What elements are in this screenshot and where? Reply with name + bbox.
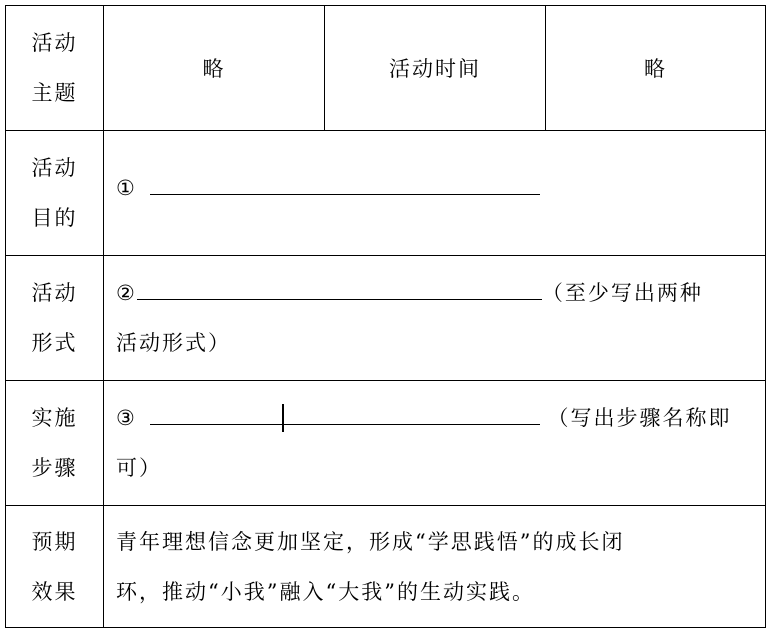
purpose-blank[interactable]	[150, 172, 540, 195]
label-form	[6, 256, 104, 380]
time-label: 活动时间	[325, 6, 546, 130]
label-theme-line1: 活动	[31, 31, 78, 55]
label-outcome	[6, 506, 104, 627]
label-theme-line2: 主题	[31, 81, 78, 105]
purpose-content	[116, 131, 755, 255]
steps-blank[interactable]	[150, 402, 540, 425]
row-purpose	[6, 131, 765, 256]
outcome-text-line2: 环，推动“小我”融入“大我”的生动实践。	[116, 579, 535, 604]
text-cursor	[282, 404, 284, 432]
label-form-line2: 形式	[31, 331, 78, 355]
row-steps	[6, 381, 765, 506]
row-outcome	[6, 506, 765, 627]
row-form	[6, 256, 765, 381]
label-steps-line2: 步骤	[31, 456, 78, 480]
form-hint-cont: 活动形式）	[116, 331, 231, 355]
label-outcome-line1: 预期	[31, 529, 78, 554]
label-purpose-line1: 活动	[31, 156, 78, 180]
theme-value: 略	[104, 6, 325, 130]
time-value: 略	[644, 57, 667, 81]
steps-content	[116, 381, 755, 505]
marker-2: ②	[116, 281, 137, 305]
label-form-line1: 活动	[31, 281, 78, 305]
form-blank[interactable]	[137, 277, 542, 300]
outcome-content	[116, 506, 755, 627]
outcome-text-line1: 青年理想信念更加坚定，形成“学思践悟”的成长闭	[116, 529, 625, 554]
form-hint: （至少写出两种	[541, 281, 703, 305]
label-purpose-line2: 目的	[31, 206, 78, 230]
steps-hint-cont: 可）	[116, 456, 162, 480]
activity-plan-table	[5, 5, 766, 628]
steps-hint: （写出步骤名称即	[547, 406, 732, 430]
label-steps	[6, 381, 104, 505]
label-theme	[6, 6, 104, 130]
label-outcome-line2: 效果	[31, 579, 78, 604]
marker-3: ③	[116, 406, 137, 430]
label-steps-line1: 实施	[31, 406, 78, 430]
row-theme	[6, 6, 765, 131]
marker-1: ①	[116, 176, 137, 200]
label-purpose	[6, 131, 104, 255]
form-content	[116, 256, 755, 380]
